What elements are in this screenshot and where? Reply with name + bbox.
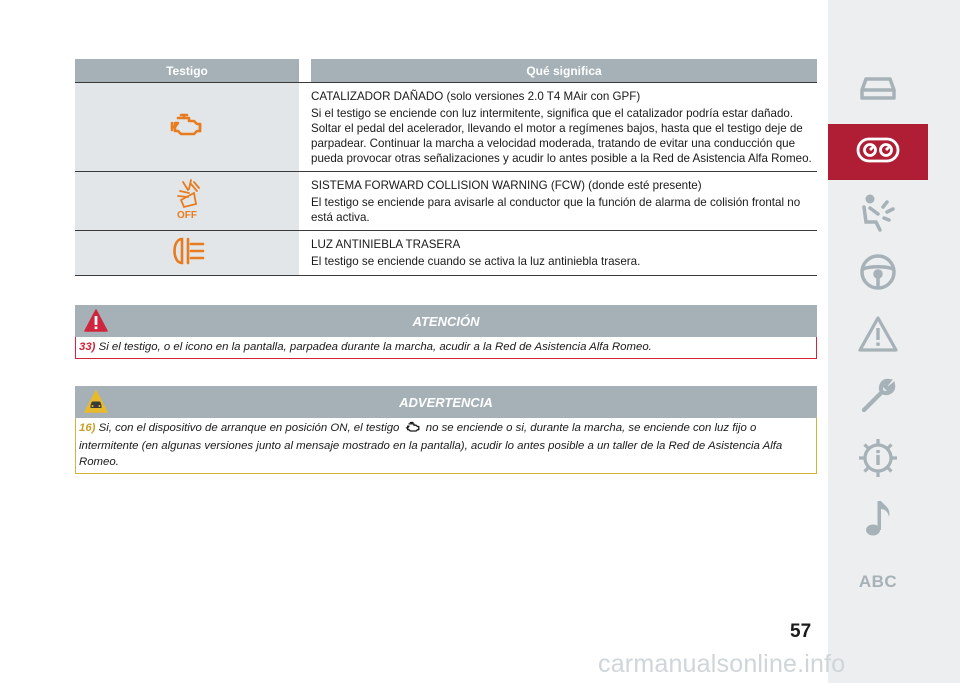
row-description: Soltar el pedal del acelerador, llevando el motor a regímenes bajos, hasta que el testigo deje de parpadear. Continuar la marcha a velocidad moderada, tratando de evitar una conducción que pueda provocar otras señalizaciones y acudir lo antes posible a la Red de Asistencia Alfa Romeo.: [311, 122, 812, 165]
note-number: 16): [79, 422, 96, 434]
advertencia-title: ADVERTENCIA: [399, 394, 493, 410]
row-description: El testigo se enciende para avisarle al conductor que la función de alarma de colisión frontal no está activa.: [311, 196, 801, 224]
sidebar-item-emergency[interactable]: [828, 308, 928, 364]
chapter-sidebar: [828, 0, 960, 683]
instrument-panel-icon: [855, 136, 901, 169]
column-header-testigo: Testigo: [75, 59, 299, 82]
advertencia-text-start: Si, con el dispositivo de arranque en posición ON, el testigo: [98, 422, 400, 434]
sidebar-item-instrument-panel[interactable]: [828, 124, 928, 180]
engine-check-icon: [405, 421, 421, 438]
sidebar-item-multimedia[interactable]: [828, 492, 928, 548]
table-row: [75, 231, 817, 276]
advertencia-text-end: no se enciende o si, durante la marcha, se enciende con luz fijo o intermitente (en algunas versiones junto al mensaje mostrado en la pantalla), acudir lo antes posible a un taller de la Red de Asistencia Alfa Romeo.: [79, 422, 783, 468]
table-row: [75, 82, 817, 172]
danger-warning-icon: [83, 308, 109, 339]
caution-car-icon: [83, 389, 109, 420]
advertencia-box: [75, 386, 817, 474]
table-header: [75, 59, 817, 82]
sidebar-item-driving[interactable]: [828, 246, 928, 302]
sidebar-item-index[interactable]: [828, 554, 928, 610]
row-title: SISTEMA FORWARD COLLISION WARNING (FCW) (donde esté presente): [311, 179, 702, 192]
column-header-significado: Qué significa: [311, 59, 817, 82]
attention-box: [75, 305, 817, 359]
airbag-seat-icon: [856, 192, 900, 237]
watermark: carmanualsonline.info: [598, 650, 846, 678]
svg-text:OFF: OFF: [177, 209, 197, 220]
sidebar-item-vehicle[interactable]: [828, 62, 928, 118]
sidebar-item-technical-data[interactable]: [828, 432, 928, 488]
engine-check-icon: [169, 112, 205, 143]
row-title: CATALIZADOR DAÑADO (solo versiones 2.0 T4 MAir con GPF): [311, 90, 641, 103]
warning-triangle-icon: [857, 315, 899, 358]
technical-data-gear-icon: [857, 437, 899, 484]
steering-wheel-icon: [858, 252, 898, 297]
warning-lights-table: [75, 59, 817, 276]
index-label: ABC: [858, 572, 898, 591]
music-note-icon: [860, 497, 896, 544]
page-number: 57: [790, 621, 812, 642]
rear-fog-light-icon: [169, 236, 205, 271]
table-row: [75, 172, 817, 231]
row-title: LUZ ANTINIEBLA TRASERA: [311, 238, 461, 251]
row-description: El testigo se enciende cuando se activa la luz antiniebla trasera.: [311, 255, 641, 268]
note-number: 33): [79, 341, 96, 353]
row-description: Si el testigo se enciende con luz intermitente, significa que el catalizador podría estar dañado.: [311, 107, 794, 120]
attention-text: Si el testigo, o el icono en la pantalla, parpadea durante la marcha, acudir a la Red de Asistencia Alfa Romeo.: [98, 341, 652, 353]
wrench-icon: [858, 376, 898, 421]
forward-collision-off-icon: [172, 178, 202, 225]
sidebar-item-safety[interactable]: [828, 186, 928, 242]
car-icon: [856, 73, 900, 108]
sidebar-item-maintenance[interactable]: [828, 370, 928, 426]
attention-title: ATENCIÓN: [412, 313, 480, 329]
